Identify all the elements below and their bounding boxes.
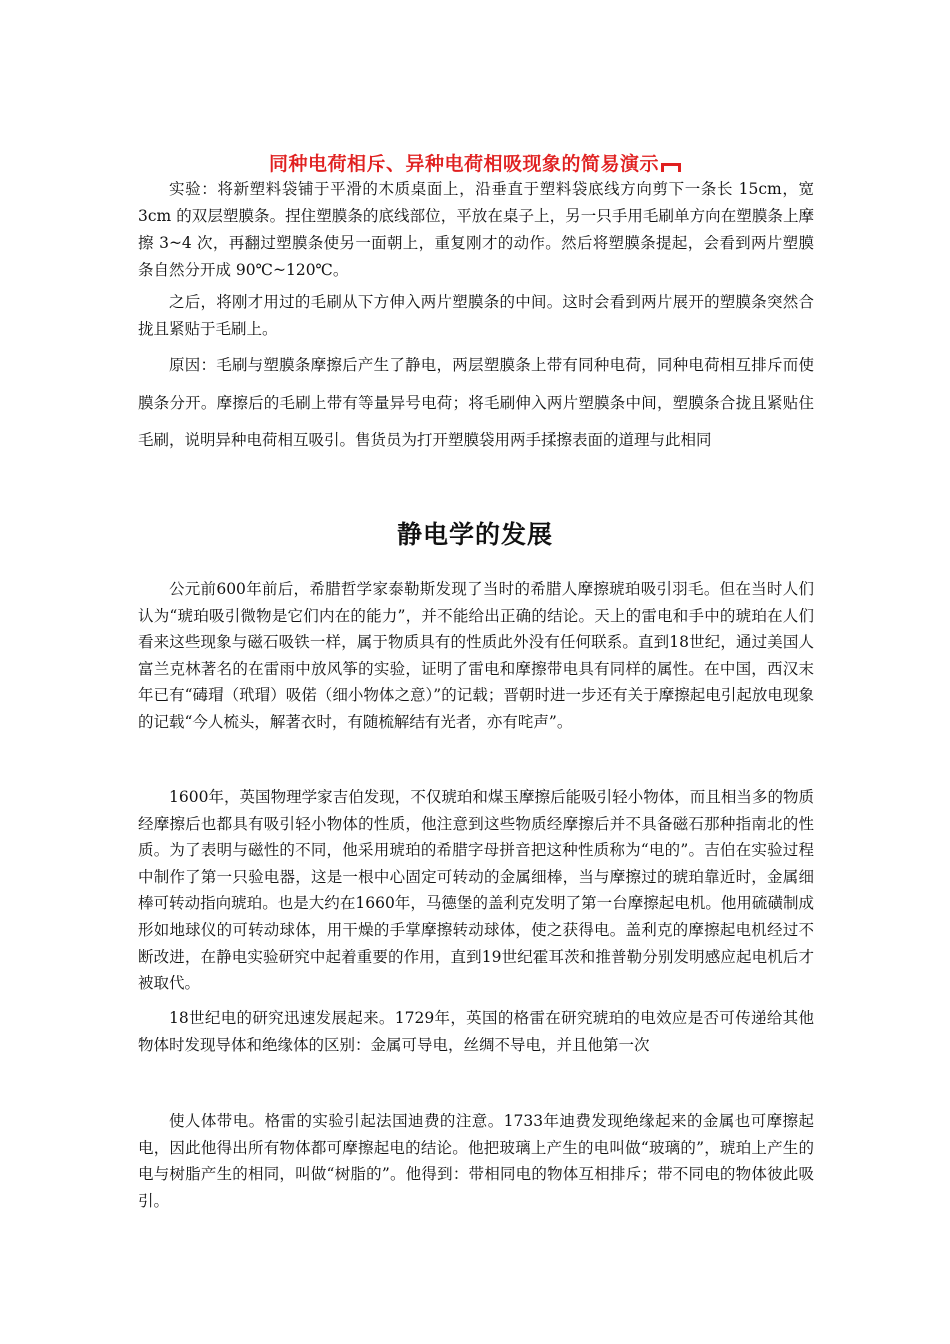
history-paragraph-2: 1600年，英国物理学家吉伯发现，不仅琥珀和煤玉摩擦后能吸引轻小物体，而且相当多的物质经摩擦后也都具有吸引轻小物体的性质，他注意到这些物质经摩擦后并不具备磁石那种指南北的性质。为了表明与磁性的不同，他采用琥珀的希腊字母拼音把这种性质称为“电的”。吉伯在实验过程中制作了第一只验电器，这是一根中心固定可转动的金属细棒，当与摩擦过的琥珀靠近时，金属细棒可转动指向琥珀。也是大约在1660年，马德堡的盖利克发明了第一台摩擦起电机。他用硫磺制成形如地球仪的可转动球体，用干燥的手掌摩擦转动球体，使之获得电。盖利克的摩擦起电机经过不断改进，在静电实验研究中起着重要的作用，直到19世纪霍耳茨和推普勒分别发明感应起电机后才被取代。 — [138, 788, 814, 993]
demo-heading-text: 同种电荷相斥、异种电荷相吸现象的简易演示 — [268, 153, 659, 175]
bracket-mark-icon — [661, 163, 681, 172]
demo-heading — [0, 149, 950, 176]
after-paragraph: 之后，将刚才用过的毛刷从下方伸入两片塑膜条的中间。这时会看到两片展开的塑膜条突然合拢且紧贴于毛刷上。 — [138, 293, 814, 338]
history-paragraph-4: 使人体带电。格雷的实验引起法国迪费的注意。1733年迪费发现绝缘起来的金属也可摩擦起电，因此他得出所有物体都可摩擦起电的结论。他把玻璃上产生的电叫做“玻璃的”，琥珀上产生的电与树脂产生的相同，叫做“树脂的”。他得到：带相同电的物体互相排斥；带不同电的物体彼此吸引。 — [138, 1112, 814, 1210]
experiment-paragraph: 实验：将新塑料袋铺于平滑的木质桌面上，沿垂直于塑料袋底线方向剪下一条长 15cm，宽 3cm 的双层塑膜条。捏住塑膜条的底线部位，平放在桌子上，另一只手用毛刷单方向在塑膜条上摩擦 3~4 次，再翻过塑膜条使另一面朝上，重复刚才的动作。然后将塑膜条提起，会看到两片塑膜条自然分开成 90℃~120℃。 — [138, 180, 814, 279]
history-paragraph-3: 18世纪电的研究迅速发展起来。1729年，英国的格雷在研究琥珀的电效应是否可传递给其他物体时发现导体和绝缘体的区别：金属可导电，丝绸不导电，并且他第一次 — [138, 1009, 814, 1054]
history-paragraph-1: 公元前600年前后，希腊哲学家泰勒斯发现了当时的希腊人摩擦琥珀吸引羽毛。但在当时人们认为“琥珀吸引微物是它们内在的能力”，并不能给出正确的结论。天上的雷电和手中的琥珀在人们看来这些现象与磁石吸铁一样，属于物质具有的性质此外没有任何联系。直到18世纪，通过美国人富兰克林著名的在雷雨中放风筝的实验，证明了雷电和摩擦带电具有同样的属性。在中国，西汉末年已有“碡瑁（玳瑁）吸偌（细小物体之意）”的记载；晋朝时进一步还有关于摩擦起电引起放电现象的记载“今人梳头，解著衣时，有随梳解结有光者，亦有咤声”。 — [138, 580, 814, 731]
reason-paragraph: 原因：毛刷与塑膜条摩擦后产生了静电，两层塑膜条上带有同种电荷，同种电荷相互排斥而使膜条分开。摩擦后的毛刷上带有等量异号电荷；将毛刷伸入两片塑膜条中间，塑膜条合拢且紧贴住毛刷，说明异种电荷相互吸引。售货员为打开塑膜袋用两手揉擦表面的道理与此相同 — [138, 356, 814, 449]
section-title: 静电学的发展 — [396, 520, 553, 549]
